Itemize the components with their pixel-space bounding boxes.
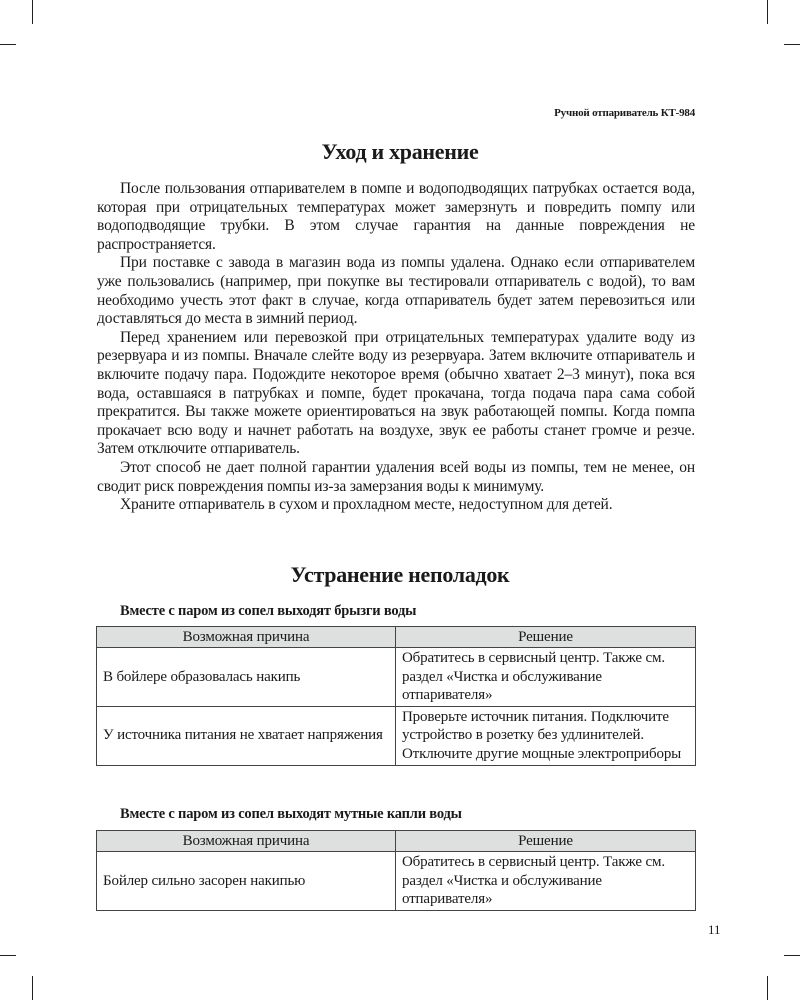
paragraph: После пользования отпаривателем в помпе и водоподводящих патрубках остается вода, которая при отрицательных температурах может замерзнуть и повредить помпу или водоподводящие трубки. В этом случае гарантия на данные повреждения не распространяется. — [97, 180, 695, 253]
troubleshooting-table — [96, 626, 696, 766]
cause-cell: В бойлере образовалась накипь — [97, 648, 396, 707]
solution-cell: Проверьте источник питания. Подключите устройство в розетку без удлинителей. Отключите другие мощные электроприборы — [396, 706, 696, 765]
section-title-care: Уход и хранение — [321, 139, 479, 164]
solution-cell: Обратитесь в сервисный центр. Также см. раздел «Чистка и обслуживание отпаривателя» — [396, 852, 696, 911]
table-header-row — [97, 831, 696, 852]
crop-mark-top-left-vertical — [32, 0, 33, 24]
paragraph: При поставке с завода в магазин вода из помпы удалена. Однако если отпаривателем уже пользовались (например, при покупке вы тестировали отпариватель с водой), то вам необходимо учесть этот факт в случае, когда отпариватель будет затем перевозиться или доставляться до места в зимний период. — [97, 254, 695, 328]
table-row — [97, 648, 696, 707]
crop-mark-bottom-left-horizontal — [0, 955, 16, 956]
problem-heading: Вместе с паром из сопел выходят мутные капли воды — [120, 806, 462, 822]
section-title-troubleshooting: Устранение неполадок — [290, 562, 510, 587]
running-header: Ручной отпариватель КТ-984 — [554, 107, 695, 119]
paragraph: Храните отпариватель в сухом и прохладном месте, недоступном для детей. — [120, 496, 613, 514]
crop-mark-bottom-right-horizontal — [784, 955, 800, 956]
page-number: 11 — [708, 922, 721, 937]
table-row — [97, 706, 696, 765]
paragraph: Перед хранением или перевозкой при отрицательных температурах удалите воду из резервуара и из помпы. Вначале слейте воду из резервуара. Затем включите отпариватель и включите подачу пара. Подождите некоторое время (обычно хватает 2–3 минут), пока вся вода, оставшаяся в патрубках и помпе, будет прокачана, тогда подача пара сама собой прекратится. Вы также можете ориентироваться на звук работающей помпы. Когда помпа прокачает всю воду и начнет работать на воздухе, звук ее работы станет громче и резче. Затем отключите отпариватель. — [97, 328, 695, 458]
column-header-cause: Возможная причина — [97, 627, 396, 648]
paragraph: Этот способ не дает полной гарантии удаления всей воды из помпы, тем не менее, он сводит риск повреждения помпы из-за замерзания воды к минимуму. — [97, 458, 695, 495]
table-header-row — [97, 627, 696, 648]
cause-cell: У источника питания не хватает напряжения — [97, 706, 396, 765]
crop-mark-top-right-horizontal — [784, 44, 800, 45]
column-header-solution: Решение — [396, 831, 696, 852]
table-row — [97, 852, 696, 911]
problem-heading: Вместе с паром из сопел выходят брызги воды — [120, 603, 417, 619]
cause-cell: Бойлер сильно засорен накипью — [97, 852, 396, 911]
crop-mark-bottom-right-vertical — [767, 976, 768, 1000]
crop-mark-top-left-horizontal — [0, 44, 16, 45]
column-header-cause: Возможная причина — [97, 831, 396, 852]
crop-mark-top-right-vertical — [767, 0, 768, 24]
column-header-solution: Решение — [396, 627, 696, 648]
solution-cell: Обратитесь в сервисный центр. Также см. раздел «Чистка и обслуживание отпаривателя» — [396, 648, 696, 707]
crop-mark-bottom-left-vertical — [32, 976, 33, 1000]
troubleshooting-table — [96, 830, 696, 911]
care-body — [97, 180, 695, 515]
